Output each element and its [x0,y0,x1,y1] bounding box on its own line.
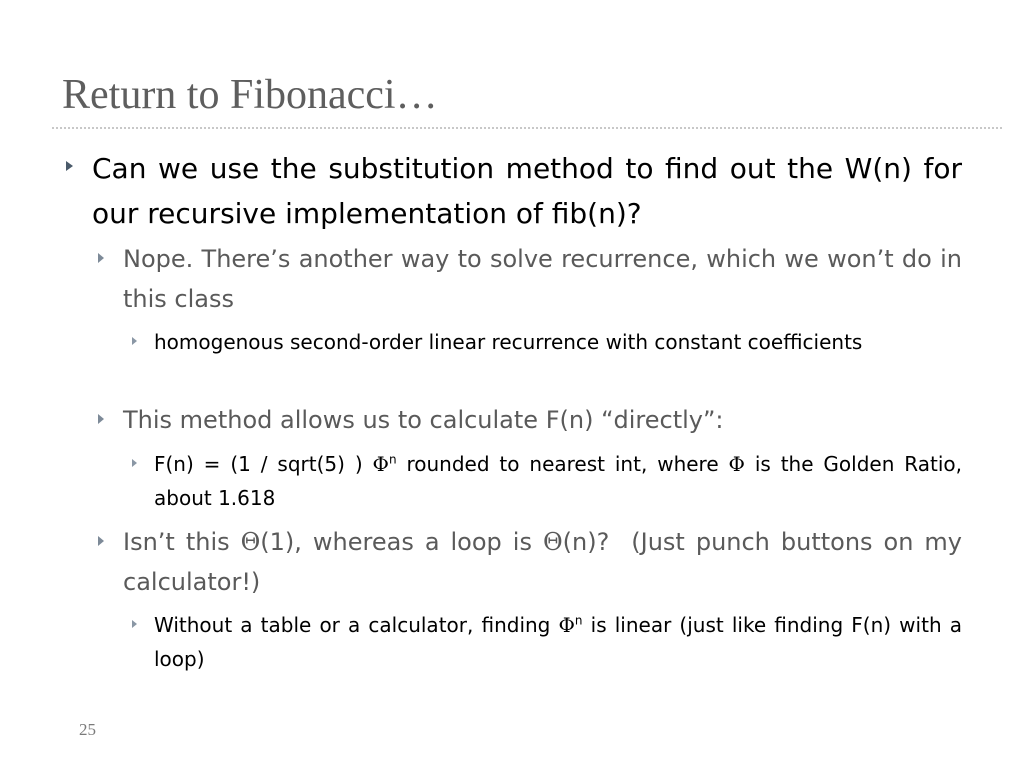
bullet-arrow-icon [132,620,137,628]
bullet-level3 [154,447,962,515]
phi-symbol: Φ [372,452,389,476]
bullet-text: Without a table or a calculator, finding [154,613,559,637]
bullet-arrow-icon [132,337,137,345]
bullet-level3 [154,325,962,359]
bullet-text: This method allows us to calculate F(n) “directly”: [123,406,724,434]
bullet-level3 [154,608,962,676]
theta-symbol: Θ [240,528,261,556]
bullet-arrow-icon [132,459,137,467]
bullet-text: is linear (just like finding F(n) with a loop) [154,613,962,671]
bullet-text: Nope. There’s another way to solve recurrence, which we won’t do in this class [123,245,962,313]
bullet-level2 [123,400,962,440]
formula-text: is the Golden Ratio, about 1.618 [154,452,963,510]
bullet-arrow-icon [98,253,104,263]
formula-text: F(n) = (1 / sqrt(5) ) [154,452,373,476]
formula-text: rounded to nearest int, where [396,452,729,476]
bullet-level2 [123,239,962,319]
page-number: 25 [79,720,96,739]
superscript-n: n [574,613,583,628]
bullet-arrow-icon [98,536,104,546]
phi-symbol: Φ [558,613,575,637]
bullet-text: Isn’t this [123,528,241,556]
bullet-arrow-icon [98,414,104,424]
bullet-level2 [123,522,962,602]
bullet-level1 [92,146,962,236]
slide-title: Return to Fibonacci… [62,72,438,118]
phi-symbol: Φ [728,452,745,476]
bullet-text: (1), whereas a loop is [260,528,543,556]
superscript-n: n [388,452,397,467]
bullet-arrow-icon [66,161,73,171]
bullet-text: Can we use the substitution method to find out the W(n) for our recursive implementation of fib(n)? [92,152,962,230]
bullet-text: (n)? (Just punch buttons on my calculator!) [123,528,962,596]
title-divider [52,127,1002,129]
theta-symbol: Θ [542,528,563,556]
bullet-text: homogenous second-order linear recurrence with constant coefficients [154,330,863,354]
